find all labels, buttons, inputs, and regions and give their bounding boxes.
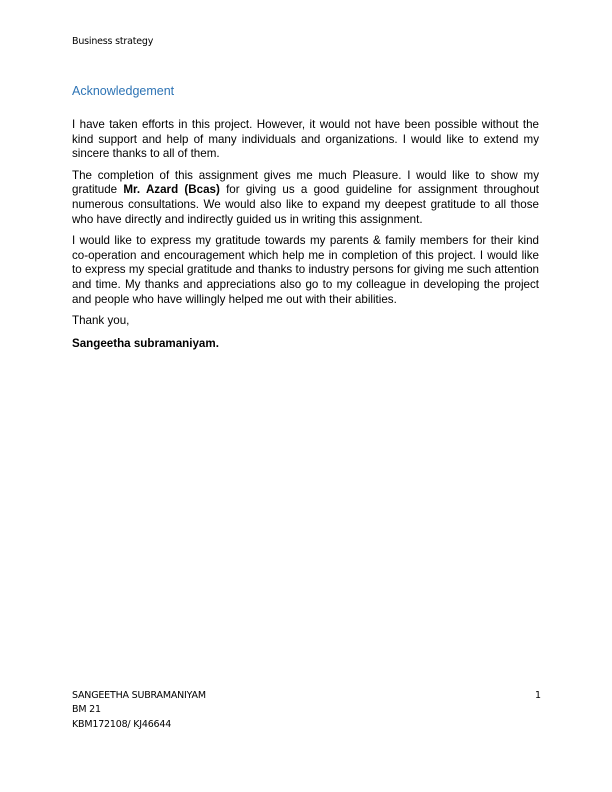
closing-line: Thank you, <box>72 314 130 328</box>
footer-ids: KBM172108/ KJ46644 <box>72 718 172 730</box>
page-footer <box>72 689 206 732</box>
paragraph-3: I would like to express my gratitude towards my parents & family members for their kind co-operation and encouragement which help me in completion of this project. I would like to express my special gratitude and thanks to industry persons for giving me such attention and time. My thanks and appreciations also go to my colleague in developing the project and people who have willingly helped me out with their abilities. <box>72 234 539 306</box>
paragraph-2-start: The completion of this assignment gives me much Pleasure. I would like to show my gratitude <box>72 168 539 197</box>
paragraph-2-end: for giving us a good guideline for assignment throughout numerous consultations. We would also like to expand my deepest gratitude to all those who have directly and indirectly guided us in writing this assignment. <box>72 183 540 226</box>
page-header: Business strategy <box>72 36 154 47</box>
mentor-name: Mr. Azard (Bcas) <box>123 183 220 197</box>
footer-batch: BM 21 <box>72 704 101 716</box>
footer-author-name: SANGEETHA SUBRAMANIYAM <box>72 690 206 701</box>
document-body <box>72 84 539 351</box>
signature: Sangeetha subramaniyam. <box>72 336 219 350</box>
paragraph-1: I have taken efforts in this project. However, it would not have been possible without the kind support and help of many individuals and organizations. I would like to extend my sincere thanks to all of them. <box>72 118 539 161</box>
page-number: 1 <box>535 690 542 701</box>
section-heading: Acknowledgement <box>72 84 175 98</box>
paragraph-2 <box>72 169 539 227</box>
